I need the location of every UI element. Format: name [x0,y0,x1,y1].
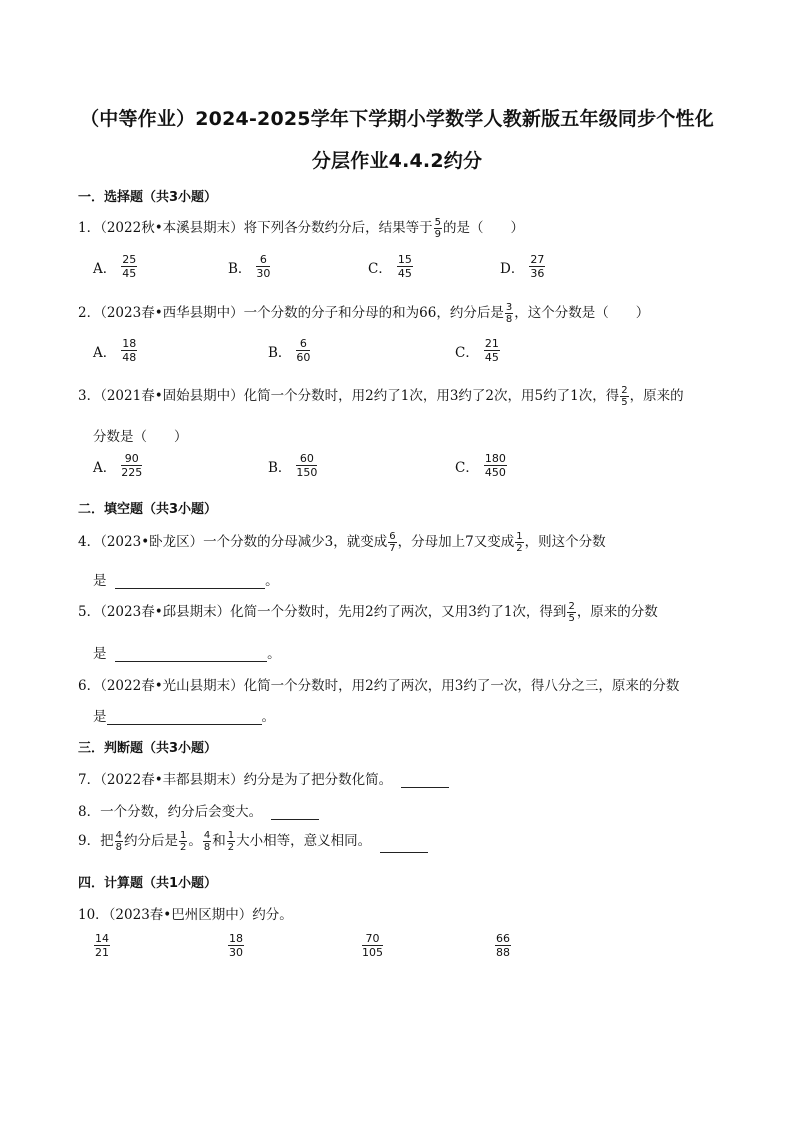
fraction-numerator: 21 [484,337,499,350]
fraction-numerator: 6 [389,531,396,542]
question-9-fraction-1 [115,830,123,853]
option-fraction [529,253,545,280]
option-fraction [484,337,500,364]
question-5-continued [93,642,281,662]
question-9-text-b: 约分后是 [123,833,178,849]
question-1-suffix: 的是（ ） [443,220,525,236]
question-3 [78,384,684,408]
fraction-numerator: 180 [484,452,506,465]
q3-option-b[interactable] [268,452,318,479]
fraction-numerator: 18 [122,337,137,350]
question-3-prefix: 3．（2021春•固始县期中）化简一个分数时，用2约了1次，用3约了2次，用5约了1次，得 [78,388,620,404]
fraction-numerator: 27 [530,253,545,266]
fraction-numerator: 6 [259,253,267,266]
fraction-denominator: 48 [122,351,137,364]
fraction-denominator: 21 [95,946,109,959]
question-4-mid: ，分母加上7又变成 [397,534,515,550]
question-6: 6．（2022春•光山县期末）化简一个分数时，用2约了两次，用3约了一次，得八分之三，原来的分数 [78,678,680,694]
question-4-end: 。 [265,573,279,589]
question-1 [78,216,524,240]
option-fraction [121,452,142,479]
fraction-numerator: 5 [434,217,442,228]
question-5-fraction [567,601,575,624]
fraction-denominator: 45 [122,267,137,280]
question-3-fraction [620,385,628,408]
fraction-numerator: 1 [179,830,187,841]
option-label: A． [93,260,117,277]
answer-blank[interactable] [115,647,267,662]
question-6-line2: 是 [93,709,107,725]
question-9-text-c: 。 [188,833,202,849]
q1-option-a[interactable] [93,253,138,280]
answer-blank[interactable] [380,838,428,853]
question-2-prefix: 2．（2023春•西华县期中）一个分数的分子和分母的和为66，约分后是 [78,305,504,321]
question-3-continued: 分数是（ ） [93,429,188,445]
fraction-numerator: 25 [122,253,137,266]
question-4-suffix: ，则这个分数 [524,534,606,550]
option-label: D． [500,260,525,277]
question-10: 10．（2023春•巴州区期中）约分。 [78,907,293,923]
question-9-text-e: 大小相等，意义相同。 [236,833,372,849]
question-1-fraction [434,217,442,240]
page-title-line2: 分层作业4.4.2约分 [311,150,483,172]
fraction-numerator: 70 [365,932,380,945]
fraction-numerator: 2 [621,385,628,396]
fraction-denominator: 7 [389,543,396,554]
fraction-denominator: 45 [484,351,499,364]
q1-option-c[interactable] [368,253,414,280]
question-8 [78,800,319,820]
calc-fraction [362,932,383,959]
fraction-denominator: 105 [362,946,383,959]
fraction-denominator: 8 [203,842,211,853]
fraction-numerator: 1 [516,531,523,542]
section-heading-fill: 二．填空题（共3小题） [78,502,218,517]
q1-option-b[interactable] [228,253,271,280]
fraction-denominator: 5 [568,613,575,624]
q2-option-a[interactable] [93,337,138,364]
question-9 [78,829,428,853]
fraction-denominator: 8 [505,314,513,325]
q2-option-b[interactable] [268,337,311,364]
question-8-text: 8．一个分数，约分后会变大。 [78,804,263,820]
question-9-fraction-3 [203,830,211,853]
fraction-denominator: 9 [434,229,442,240]
question-3-suffix: ，原来的 [629,388,684,404]
question-4-line2: 是 [93,573,107,589]
question-2 [78,301,649,325]
fraction-numerator: 6 [299,337,307,350]
question-7 [78,768,449,788]
q3-option-c[interactable] [455,452,508,479]
question-9-text-d: 和 [212,833,226,849]
fraction-numerator: 4 [115,830,122,841]
question-6-continued [93,705,275,725]
option-fraction [296,452,317,479]
calc-item [93,932,111,959]
question-4-continued [93,569,279,589]
option-label: C． [455,344,479,361]
question-9-text-a: 9．把 [78,833,114,849]
section-heading-choice: 一．选择题（共3小题） [78,190,218,205]
calc-fraction [495,932,511,959]
q2-option-c[interactable] [455,337,501,364]
answer-blank[interactable] [107,710,262,725]
option-label: A． [93,459,117,476]
fraction-denominator: 225 [121,466,143,479]
question-5-prefix: 5．（2023春•邱县期末）化简一个分数时，先用2约了两次，又用3约了1次，得到 [78,604,567,620]
fraction-denominator: 2 [227,842,235,853]
fraction-denominator: 2 [179,842,187,853]
calc-fraction [94,932,110,959]
answer-blank[interactable] [115,574,265,589]
fraction-denominator: 60 [296,351,311,364]
calc-item [494,932,512,959]
fraction-denominator: 30 [229,946,243,959]
fraction-numerator: 2 [568,601,575,612]
option-label: C． [368,260,392,277]
question-5-suffix: ，原来的分数 [576,604,658,620]
question-4 [78,530,606,554]
question-4-fraction-b [515,531,523,554]
option-fraction [256,253,270,280]
option-fraction [484,452,507,479]
question-6-end: 。 [261,709,275,725]
fraction-denominator: 45 [397,267,412,280]
fraction-denominator: 450 [484,466,506,479]
question-5 [78,600,658,624]
fraction-numerator: 66 [496,932,510,945]
calc-item [227,932,245,959]
question-5-line2: 是 [93,646,107,662]
option-label: B． [268,344,292,361]
page-title-line1: （中等作业）2024-2025学年下学期小学数学人教新版五年级同步个性化 [80,108,714,130]
question-1-prefix: 1．（2022秋•本溪县期末）将下列各分数约分后，结果等于 [78,220,433,236]
answer-blank[interactable] [271,805,319,820]
fraction-numerator: 14 [95,932,109,945]
fraction-numerator: 4 [203,830,211,841]
question-4-fraction-a [388,531,396,554]
option-label: B． [228,260,252,277]
section-heading-calc: 四．计算题（共1小题） [78,876,218,891]
fraction-numerator: 90 [124,452,139,465]
fraction-denominator: 30 [256,267,271,280]
fraction-numerator: 1 [227,830,235,841]
option-fraction [296,337,310,364]
question-4-prefix: 4．（2023•卧龙区）一个分数的分母减少3，就变成 [78,534,388,550]
q3-option-a[interactable] [93,452,143,479]
fraction-denominator: 5 [621,397,628,408]
answer-blank[interactable] [401,773,449,788]
fraction-numerator: 60 [299,452,314,465]
question-9-fraction-4 [227,830,235,853]
question-9-fraction-2 [179,830,187,853]
fraction-denominator: 8 [115,842,122,853]
calc-item [361,932,384,959]
question-5-end: 。 [267,646,281,662]
question-2-suffix: ，这个分数是（ ） [514,305,650,321]
fraction-denominator: 150 [296,466,318,479]
fraction-numerator: 18 [229,932,243,945]
fraction-denominator: 88 [496,946,510,959]
fraction-numerator: 15 [397,253,412,266]
q1-option-d[interactable] [500,253,546,280]
fraction-numerator: 3 [505,302,513,313]
option-fraction [121,337,137,364]
option-fraction [397,253,413,280]
question-2-fraction [505,302,513,325]
calc-fraction [228,932,244,959]
section-heading-judge: 三．判断题（共3小题） [78,741,218,756]
fraction-denominator: 2 [516,543,523,554]
question-7-text: 7．（2022春•丰都县期末）约分是为了把分数化简。 [78,772,393,788]
fraction-denominator: 36 [530,267,545,280]
option-label: C． [455,459,479,476]
option-fraction [121,253,137,280]
option-label: B． [268,459,292,476]
option-label: A． [93,344,117,361]
